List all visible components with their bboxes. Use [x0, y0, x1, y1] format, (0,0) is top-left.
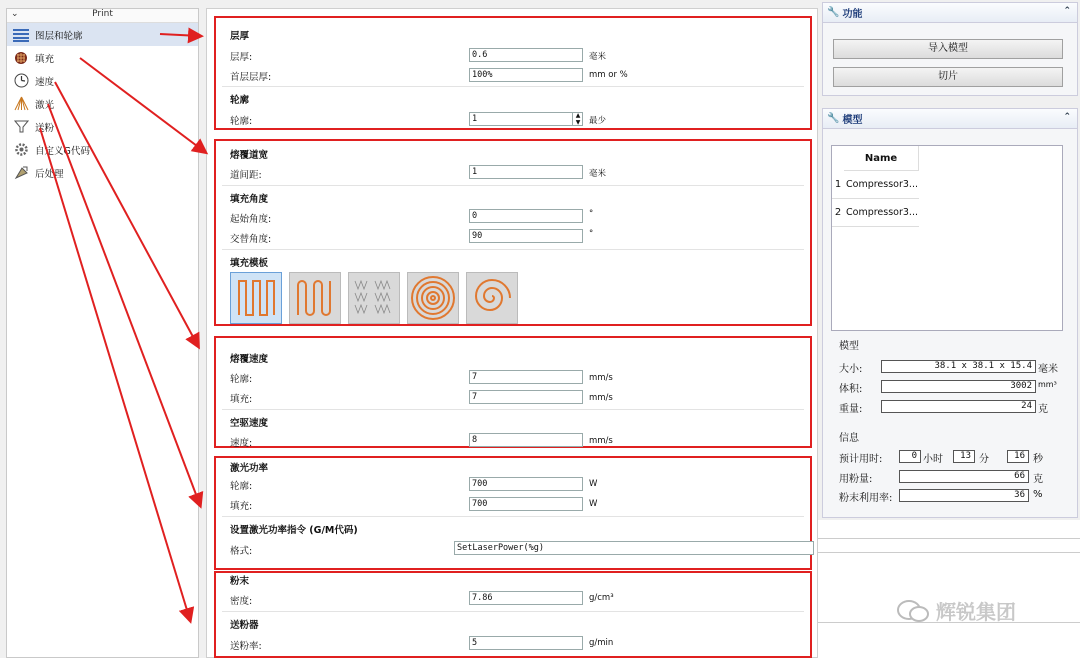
density-unit: g/cm³ [589, 593, 614, 603]
right-lower-area [818, 520, 1080, 658]
square-wave-icon [231, 273, 281, 323]
format-label: 格式: [230, 546, 253, 557]
functions-icon: 🔧 [827, 7, 840, 18]
model-list [831, 145, 1063, 331]
post-process-icon [13, 165, 29, 181]
collapse-icon[interactable]: ⌃ [1063, 112, 1071, 122]
functions-title: 功能 [842, 9, 863, 20]
tree-item-label: 自定义G代码 [35, 145, 90, 157]
template-concentric[interactable] [407, 272, 459, 324]
settings-panel [206, 8, 818, 658]
tree-item-label: 填充 [35, 53, 55, 65]
laser-fill-unit: W [589, 499, 598, 509]
density-label: 密度: [230, 596, 253, 607]
tree-item-laser[interactable] [7, 92, 198, 115]
model-name: Compressor3... [846, 179, 918, 190]
wechat-icon [896, 599, 930, 623]
speed-fill-unit: mm/s [589, 393, 613, 403]
fill-angle-heading: 填充角度 [230, 194, 269, 205]
utilization-value: 36 [899, 489, 1029, 502]
alt-angle-input[interactable]: 90 [469, 229, 583, 243]
divider [222, 409, 804, 410]
feed-rate-input[interactable]: 5 [469, 636, 583, 650]
size-unit: 毫米 [1038, 364, 1058, 375]
watermark-text: 辉锐集团 [936, 600, 1016, 624]
row-index: 2 [834, 207, 842, 218]
table-row[interactable] [832, 199, 919, 227]
tree-header-label: Print [92, 9, 113, 19]
divider [222, 249, 804, 250]
speed-section [214, 336, 812, 448]
powder-usage-value: 66 [899, 470, 1029, 483]
start-angle-input[interactable]: 0 [469, 209, 583, 223]
stepper-arrows-icon[interactable]: ▲ ▼ [572, 112, 583, 126]
layer-heading: 层厚 [230, 31, 250, 42]
import-model-button[interactable]: 导入模型 [833, 39, 1063, 59]
alt-angle-unit: ° [589, 229, 594, 239]
format-input[interactable]: SetLaserPower(%g) [454, 541, 814, 555]
tree-item-label: 激光 [35, 99, 55, 111]
hours-value: 0 [899, 450, 921, 463]
zigzag-icon [349, 273, 399, 323]
start-angle-label: 起始角度: [230, 214, 272, 225]
travel-speed-input[interactable]: 8 [469, 433, 583, 447]
weight-value: 24 [881, 400, 1036, 413]
chevron-down-icon[interactable]: ⌄ [11, 9, 19, 19]
laser-power-heading: 激光功率 [230, 463, 269, 474]
utilization-unit: % [1033, 489, 1043, 500]
speed-fill-label: 填充: [230, 394, 253, 405]
powder-heading: 粉末 [230, 576, 250, 587]
template-zigzag[interactable] [348, 272, 400, 324]
speed-icon [13, 73, 29, 89]
model-title-bar [823, 109, 1077, 129]
size-label: 大小: [839, 364, 863, 375]
slice-button[interactable]: 切片 [833, 67, 1063, 87]
info-heading: 信息 [839, 433, 859, 444]
tree-item-label: 后处理 [35, 168, 64, 180]
layer-thickness-unit: 毫米 [589, 52, 607, 62]
table-row[interactable] [832, 171, 919, 199]
contour-stepper[interactable]: 1 [469, 112, 583, 126]
hours-unit: 小时 [923, 454, 943, 465]
model-panel [822, 108, 1078, 518]
divider [818, 538, 1080, 539]
divider [818, 552, 1080, 553]
first-layer-input[interactable]: 100% [469, 68, 583, 82]
model-info-heading: 模型 [839, 341, 859, 352]
tree-item-label: 图层和轮廓 [35, 30, 83, 42]
volume-unit: mm³ [1038, 380, 1057, 389]
template-sine-wave[interactable] [289, 272, 341, 324]
speed-contour-label: 轮廓: [230, 374, 253, 385]
tree-item-post-process[interactable] [7, 161, 198, 184]
tree-item-layers[interactable] [7, 23, 198, 46]
functions-panel [822, 2, 1078, 96]
feeder-heading: 送粉器 [230, 620, 259, 631]
model-title: 模型 [842, 115, 863, 126]
volume-label: 体积: [839, 384, 863, 395]
clad-speed-heading: 熔覆速度 [230, 354, 269, 365]
feed-rate-label: 送粉率: [230, 641, 262, 652]
tree-item-fill[interactable] [7, 46, 198, 69]
divider [222, 516, 804, 517]
template-square-wave[interactable] [230, 272, 282, 324]
tree-item-custom-gcode[interactable] [7, 138, 198, 161]
contour-unit: 最少 [589, 116, 607, 126]
model-name: Compressor3... [846, 207, 918, 218]
laser-contour-label: 轮廓: [230, 481, 253, 492]
volume-value: 3002 [881, 380, 1036, 393]
minutes-unit: 分 [979, 454, 989, 465]
speed-fill-input[interactable]: 7 [469, 390, 583, 404]
size-value: 38.1 x 38.1 x 15.4 [881, 360, 1036, 373]
laser-contour-unit: W [589, 479, 598, 489]
tree-item-label: 速度 [35, 76, 55, 88]
row-index: 1 [834, 179, 842, 190]
spacing-label: 道间距: [230, 170, 262, 181]
name-column-header[interactable]: Name [844, 146, 919, 171]
feed-rate-unit: g/min [589, 638, 614, 648]
first-layer-unit: mm or % [589, 70, 628, 80]
divider [222, 185, 804, 186]
divider [222, 611, 804, 612]
density-input[interactable]: 7.86 [469, 591, 583, 605]
laser-fill-input[interactable]: 700 [469, 497, 583, 511]
powder-usage-label: 用粉量: [839, 474, 873, 485]
tree-item-label: 送粉 [35, 122, 55, 134]
tree-item-powder-feed[interactable] [7, 115, 198, 138]
travel-speed-label: 速度: [230, 438, 253, 449]
sine-wave-icon [290, 273, 340, 323]
laser-cmd-heading: 设置激光功率指令 (G/M代码) [230, 525, 358, 536]
divider [222, 86, 804, 87]
seconds-unit: 秒 [1033, 454, 1043, 465]
utilization-label: 粉末利用率: [839, 493, 893, 504]
travel-speed-heading: 空驱速度 [230, 418, 269, 429]
model-icon: 🔧 [827, 113, 840, 124]
alt-angle-label: 交替角度: [230, 234, 272, 245]
spacing-input[interactable]: 1 [469, 165, 583, 179]
fill-template-gallery [230, 272, 530, 324]
functions-title-bar [823, 3, 1077, 23]
contour-label: 轮廓: [230, 116, 253, 127]
tree-item-speed[interactable] [7, 69, 198, 92]
contour-heading: 轮廓 [230, 95, 250, 106]
settings-tree [6, 8, 199, 658]
laser-fill-label: 填充: [230, 501, 253, 512]
first-layer-label: 首层层厚: [230, 72, 272, 83]
start-angle-unit: ° [589, 209, 594, 219]
watermark [896, 596, 1016, 625]
weight-label: 重量: [839, 404, 863, 415]
fill-section [214, 139, 812, 326]
spiral-icon [467, 273, 517, 323]
speed-contour-unit: mm/s [589, 373, 613, 383]
laser-section [214, 456, 812, 570]
layers-icon [13, 27, 29, 43]
seconds-value: 16 [1007, 450, 1029, 463]
fill-template-heading: 填充模板 [230, 258, 269, 269]
travel-speed-unit: mm/s [589, 436, 613, 446]
collapse-icon[interactable]: ⌃ [1063, 6, 1071, 16]
layer-section [214, 16, 812, 130]
powder-feed-icon [13, 119, 29, 135]
tree-header[interactable] [7, 9, 198, 23]
concentric-icon [408, 273, 458, 323]
fill-icon [13, 50, 29, 66]
laser-contour-input[interactable]: 700 [469, 477, 583, 491]
layer-thickness-label: 层厚: [230, 52, 253, 63]
speed-contour-input[interactable]: 7 [469, 370, 583, 384]
spacing-unit: 毫米 [589, 169, 607, 179]
laser-icon [13, 96, 29, 112]
powder-usage-unit: 克 [1033, 474, 1043, 485]
weight-unit: 克 [1038, 404, 1048, 415]
layer-thickness-input[interactable]: 0.6 [469, 48, 583, 62]
template-spiral[interactable] [466, 272, 518, 324]
clad-width-heading: 熔覆道宽 [230, 150, 269, 161]
powder-section [214, 571, 812, 658]
gear-icon [13, 142, 29, 158]
minutes-value: 13 [953, 450, 975, 463]
time-label: 预计用时: [839, 454, 883, 465]
